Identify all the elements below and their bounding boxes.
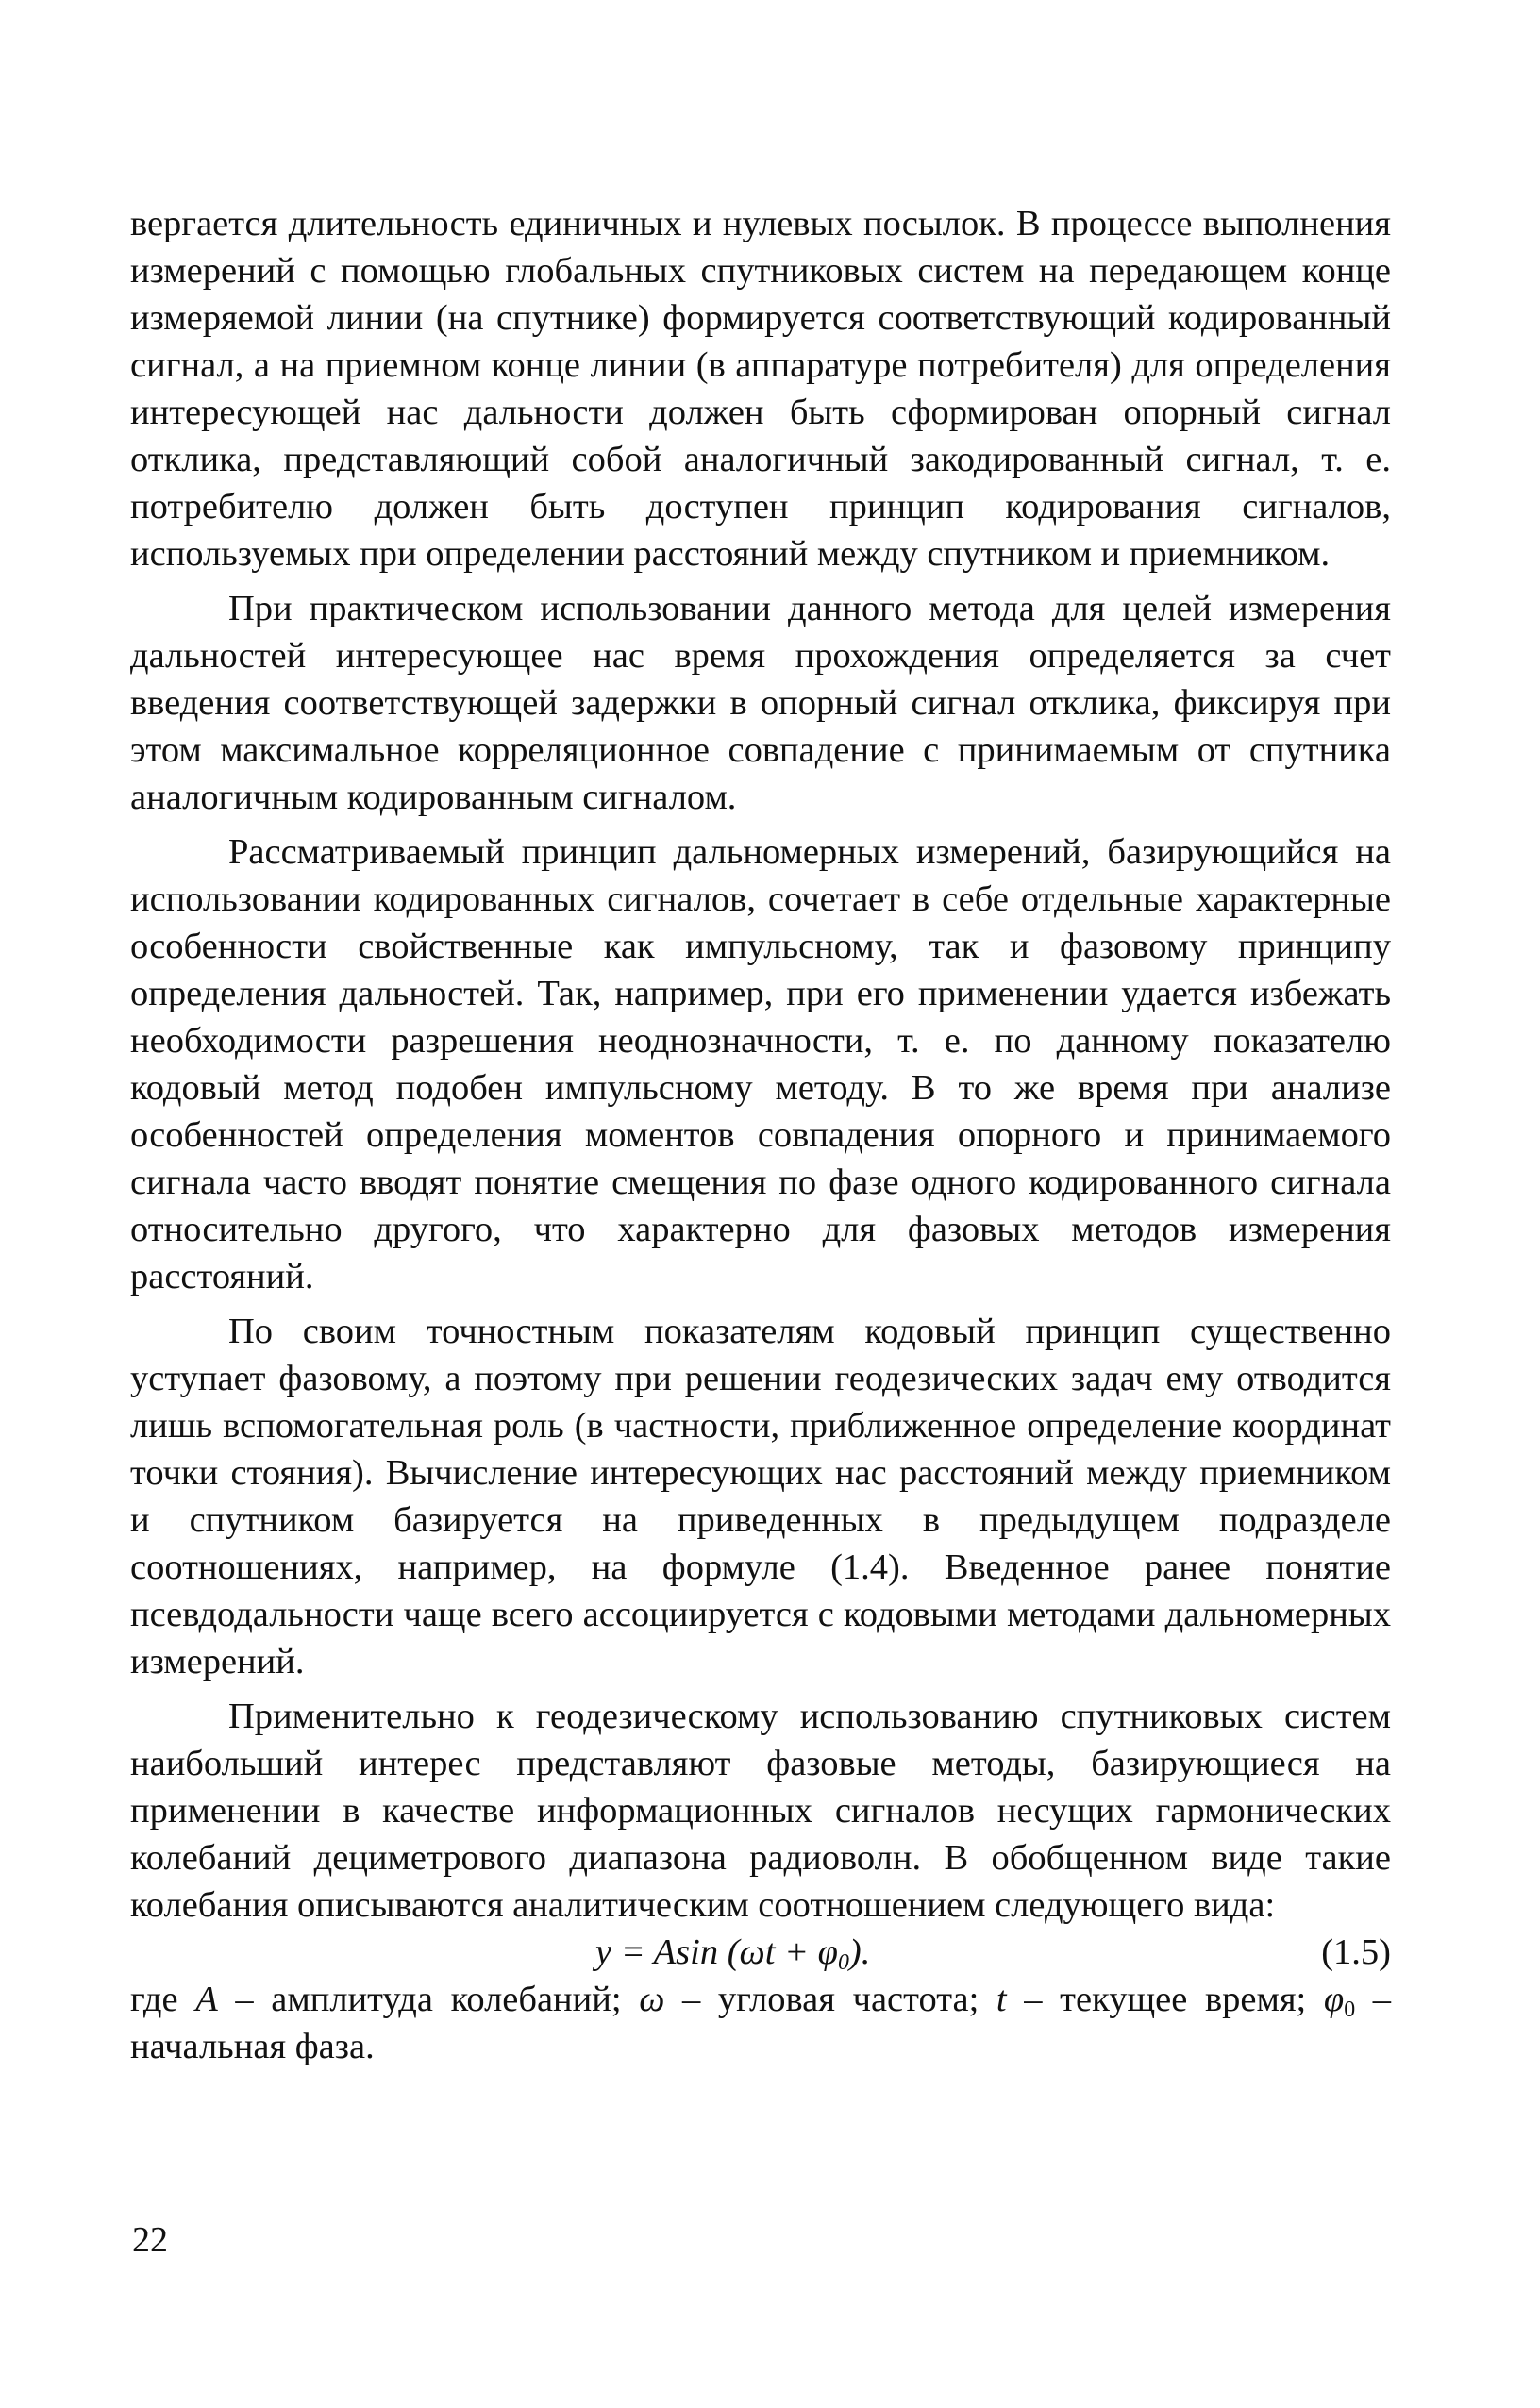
page-number: 22 — [132, 2220, 168, 2260]
paragraph-1: вергается длительность единичных и нулевых посылок. В процессе выполнения измерений с помощью глобальных спутниковых систем на передающем конце измеряемой линии (на спутнике) формируется соответствующий кодированный сигнал, а на приемном конце линии (в аппаратуре потребителя) для определения интересующей нас дальности должен быть сформирован опорный сигнал отклика, представляющий собой аналогичный закодированный сигнал, т. е. потребителю должен быть доступен принцип кодирования сигналов, используемых при определении расстояний между спутником и приемником. — [130, 204, 1391, 574]
variable-definitions: где A – амплитуда колебаний; ω – угловая частота; t – текущее время; $\varphi_0$ – начальная фаза. — [130, 1980, 1392, 2066]
paragraph-5: Применительно к геодезическому использованию спутниковых систем наибольший интерес представляют фазовые методы, базирующиеся на применении в качестве информационных сигналов несущих гармонических колебаний дециметрового диапазона радиоволн. В обобщенном виде такие колебания описываются аналитическим соотношением следующего вида: — [130, 1697, 1391, 1925]
equation-number: (1.5) — [1321, 1932, 1391, 1972]
formula-row — [130, 1929, 1391, 1976]
paragraph-3: Рассматриваемый принцип дальномерных измерений, базирующийся на использовании кодированных сигналов, сочетает в себе отдельные характерные особенности свойственные как импульсному, так и фазовому принципу определения дальностей. Так, например, при его применении удается избежать необходимости разрешения неоднозначности, т. е. по данному показателю кодовый метод подобен импульсному методу. В то же время при анализе особенностей определения моментов совпадения опорного и принимаемого сигнала часто вводят понятие смещения по фазе одного кодированного сигнала относительно другого, что характерно для фазовых методов измерения расстояний. — [130, 832, 1391, 1296]
formula-1-5: y = Asin $(\omega t + \varphi_0)$. — [595, 1932, 871, 1975]
paragraph-4: По своим точностным показателям кодовый принцип существенно уступает фазовому, а поэтому при решении геодезических задач ему отводится лишь вспомогательная роль (в частности, приближенное определение координат точки стояния). Вычисление интересующих нас расстояний между приемником и спутником базируется на приведенных в предыдущем подразделе соотношениях, например, на формуле (1.4). Введенное ранее понятие псевдодальности чаще всего ассоциируется с кодовыми методами дальномерных измерений. — [130, 1312, 1391, 1681]
body-text — [130, 200, 1391, 2070]
paragraph-2: При практическом использовании данного метода для целей измерения дальностей интересующее нас время прохождения определяется за счет введения соответствующей задержки в опорный сигнал отклика, фиксируя при этом максимальное корреляционное совпадение с принимаемым от спутника аналогичным кодированным сигналом. — [130, 589, 1391, 817]
